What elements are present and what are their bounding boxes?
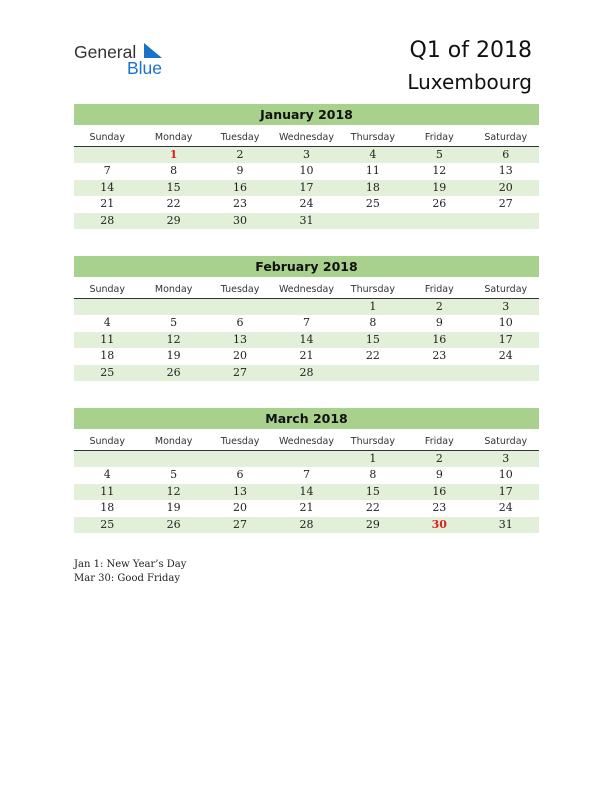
logo-word-general: General [74,42,137,62]
day-cell: 11 [100,484,115,498]
day-cell: 28 [299,365,314,379]
day-cell: 24 [498,349,513,363]
day-cell [473,365,539,381]
day-cell: 14 [299,332,314,346]
day-cell: 19 [166,501,181,515]
day-cell: 2 [435,300,443,313]
day-cell: 19 [432,180,447,194]
day-cell [74,451,140,467]
day-cell: 9 [236,164,244,178]
week-row [74,500,539,516]
day-cell: 1 [369,300,377,313]
day-cell: 26 [166,517,181,531]
day-cell: 2 [435,452,443,465]
week-row [74,299,539,315]
day-cell: 27 [233,517,248,531]
day-cell: 20 [498,180,513,194]
day-cell: 21 [299,349,314,363]
day-cell: 4 [103,468,111,482]
day-cell [140,299,206,315]
day-cell: 22 [365,501,380,515]
weekday-label: Saturday [484,132,528,143]
day-cell: 31 [498,517,513,531]
day-cell: 21 [299,501,314,515]
weekday-label: Tuesday [220,132,260,143]
holiday-note: Mar 30: Good Friday [74,573,180,584]
day-cell: 13 [233,484,248,498]
week-row [74,315,539,331]
weekday-label: Monday [154,284,193,295]
day-cell [340,213,406,229]
weekday-label: Thursday [350,284,395,295]
day-cell: 2 [236,148,244,161]
day-cell: 24 [498,501,513,515]
day-cell: 11 [100,332,115,346]
day-cell [340,365,406,381]
weekday-label: Wednesday [278,436,334,447]
day-cell [406,213,472,229]
month-calendar [74,256,539,381]
day-cell: 17 [299,180,314,194]
day-cell: 29 [365,517,380,531]
day-cell [74,147,140,163]
day-cell: 7 [302,316,310,330]
day-cell [140,451,206,467]
day-cell: 26 [432,197,447,211]
month-title: March 2018 [74,408,539,429]
day-cell [273,299,339,315]
week-row [74,348,539,364]
day-cell: 7 [302,468,310,482]
day-cell: 26 [166,365,181,379]
weekday-label: Tuesday [220,284,260,295]
day-cell: 6 [236,468,244,482]
week-row [74,517,539,533]
day-cell: 12 [166,332,181,346]
day-cell [207,451,273,467]
day-cell: 19 [166,349,181,363]
day-cell: 5 [170,468,178,482]
day-cell: 1 [169,148,178,161]
day-cell: 16 [432,484,447,498]
weekday-label: Thursday [350,132,395,143]
week-row [74,163,539,179]
day-cell: 18 [365,180,380,194]
day-cell: 11 [365,164,380,178]
weekday-label: Monday [154,132,193,143]
weekday-header-row [74,129,539,147]
day-cell: 21 [100,197,115,211]
day-cell: 7 [103,164,111,178]
day-cell: 5 [170,316,178,330]
day-cell: 13 [498,164,513,178]
day-cell: 18 [100,501,115,515]
weekday-label: Tuesday [220,436,260,447]
day-cell: 14 [299,484,314,498]
week-row [74,365,539,381]
month-title: January 2018 [74,104,539,125]
day-cell: 8 [369,468,377,482]
week-row [74,147,539,163]
day-cell: 29 [166,213,181,227]
day-cell: 5 [435,148,443,161]
weekday-label: Sunday [89,132,125,143]
weekday-label: Thursday [350,436,395,447]
day-cell: 28 [299,517,314,531]
holiday-note: Jan 1: New Year’s Day [74,559,187,570]
page-title: Q1 of 2018 [409,38,532,63]
week-row [74,484,539,500]
day-cell: 20 [233,501,248,515]
weekday-label: Friday [424,284,454,295]
day-cell: 24 [299,197,314,211]
week-row [74,332,539,348]
day-cell: 1 [369,452,377,465]
month-calendar [74,408,539,533]
day-cell: 23 [432,501,447,515]
day-cell [74,299,140,315]
day-cell: 30 [233,213,248,227]
day-cell: 27 [498,197,513,211]
day-cell: 13 [233,332,248,346]
week-row [74,467,539,483]
weekday-label: Monday [154,436,193,447]
day-cell: 12 [432,164,447,178]
day-cell [473,213,539,229]
month-calendar [74,104,539,229]
day-cell: 4 [103,316,111,330]
weekday-label: Sunday [89,284,125,295]
day-cell: 22 [365,349,380,363]
day-cell: 15 [166,180,181,194]
day-cell: 28 [100,213,115,227]
day-cell [273,451,339,467]
day-cell: 9 [435,316,443,330]
weekday-label: Friday [424,132,454,143]
day-cell: 6 [502,148,510,161]
week-row [74,451,539,467]
day-cell: 15 [365,484,380,498]
holiday-notes [74,558,186,586]
day-cell: 3 [302,148,310,161]
week-row [74,196,539,212]
day-cell: 31 [299,213,314,227]
weekday-label: Saturday [484,436,528,447]
logo-word-blue: Blue [127,58,163,78]
day-cell: 30 [431,517,447,531]
day-cell: 6 [236,316,244,330]
generalblue-logo [74,40,184,80]
weekday-header-row [74,281,539,299]
weekday-label: Sunday [89,436,125,447]
week-row [74,213,539,229]
day-cell [207,299,273,315]
day-cell: 25 [100,517,115,531]
weekday-label: Saturday [484,284,528,295]
weekday-label: Friday [424,436,454,447]
day-cell: 8 [369,316,377,330]
day-cell: 4 [369,148,377,161]
day-cell: 3 [502,452,510,465]
month-title: February 2018 [74,256,539,277]
day-cell: 22 [166,197,181,211]
weekday-label: Wednesday [278,132,334,143]
day-cell: 17 [498,332,513,346]
day-cell: 17 [498,484,513,498]
day-cell: 14 [100,180,115,194]
day-cell: 12 [166,484,181,498]
day-cell: 3 [502,300,510,313]
day-cell: 16 [233,180,248,194]
day-cell: 25 [100,365,115,379]
day-cell: 25 [365,197,380,211]
day-cell: 23 [233,197,248,211]
day-cell: 27 [233,365,248,379]
day-cell [406,365,472,381]
day-cell: 9 [435,468,443,482]
day-cell: 10 [498,468,513,482]
week-row [74,180,539,196]
weekday-header-row [74,433,539,451]
day-cell: 8 [170,164,178,178]
day-cell: 16 [432,332,447,346]
day-cell: 20 [233,349,248,363]
day-cell: 10 [498,316,513,330]
day-cell: 18 [100,349,115,363]
day-cell: 23 [432,349,447,363]
weekday-label: Wednesday [278,284,334,295]
day-cell: 10 [299,164,314,178]
country-name: Luxembourg [407,70,532,94]
day-cell: 15 [365,332,380,346]
